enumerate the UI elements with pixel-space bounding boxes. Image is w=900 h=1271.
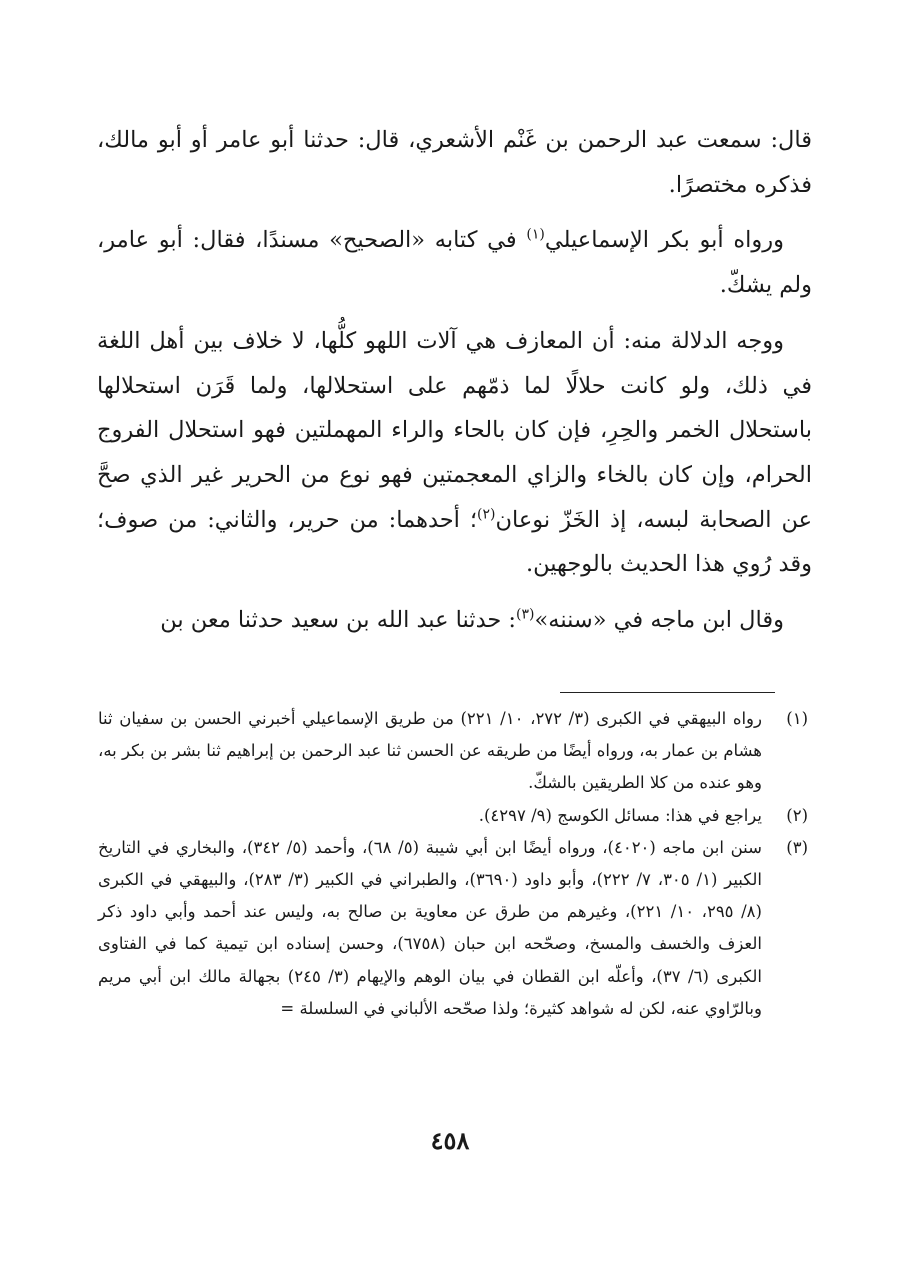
footnote-text: رواه البيهقي في الكبرى (٣/ ٢٧٢، ١٠/ ٢٢١) من طريق الإسماعيلي أخبرني الحسن بن سفيان ثنا هشام بن عمار به، ورواه أيضًا من طريقه عن الحسن ثنا عبد الرحمن بن إبراهيم ثنا بشر بن بكر به، وهو عنده من كلا الطريقين بالشكّ. xyxy=(98,709,762,793)
footnote-number: (١) xyxy=(786,709,808,728)
footnote-item xyxy=(98,832,808,1025)
footnote-number: (٣) xyxy=(786,837,808,857)
paragraph-1-text: قال: سمعت عبد الرحمن بن غَنْم الأشعري، قال: حدثنا أبو عامر أو أبو مالك، فذكره مختصرًا. xyxy=(97,127,812,198)
footnote-text: سنن ابن ماجه (٤٠٢٠)، ورواه أيضًا ابن أبي شيبة (٥/ ٦٨)، وأحمد (٥/ ٣٤٢)، والبخاري في التاريخ الكبير (١/ ٣٠٥، ٧/ ٢٢٢)، وأبو داود (٣٦٩٠)، والطبراني في الكبير (٣/ ٢٨٣)، والبيهقي في الكبرى (٨/ ٢٩٥، ١٠/ ٢٢١)، وغيرهم من طرق عن معاوية بن صالح به، وليس عند أحمد وأبي داود ذكر العزف والخسف والمسخ، وصحّحه ابن حبان (٦٧٥٨)، وحسن إسناده ابن تيمية كما في الفتاوى الكبرى (٦/ ٣٧)، وأعلّه ابن القطان في بيان الوهم والإيهام (٣/ ٢٤٥) بجهالة مالك ابن أبي مريم وبالرّاوي عنه، لكن له شواهد كثيرة؛ ولذا صحّحه الألباني في السلسلة = xyxy=(98,837,763,1018)
paragraph-3-text-b: ؛ أحدهما: من حرير، والثاني: من صوف؛ وقد رُوي هذا الحديث بالوجهين. xyxy=(97,506,812,578)
paragraph-4-text-a: وقال ابن ماجه في «سننه» xyxy=(534,607,784,634)
footnote-ref-3: (٣) xyxy=(516,606,535,623)
footnote-item xyxy=(98,800,808,832)
paragraph-2-text-a: ورواه أبو بكر الإسماعيلي xyxy=(544,227,784,254)
footnote-ref-1: (١) xyxy=(526,226,545,243)
main-text xyxy=(97,118,812,654)
paragraph-2-text-b: في كتابه «الصحيح» مسندًا، فقال: أبو عامر، ولم يشكّ. xyxy=(97,227,812,299)
paragraph-3-text-a: ووجه الدلالة منه: أن المعازف هي آلات اللهو كلُّها، لا خلاف بين أهل اللغة في ذلك، ولو كانت حلالًا لما ذمّهم على استحلالها، ولما قَرَن استحلالها باستحلال الخمر والحِرِ، فإن كان بالحاء والراء المهملتين فهو استحلال الفروج الحرام، وإن كان بالخاء والزاي المعجمتين فهو نوع من الحرير غير الذي صحَّ عن الصحابة لبسه، إذ الخَزّ نوعان xyxy=(97,327,812,533)
page-number: ٤٥٨ xyxy=(430,1126,470,1155)
paragraph-4 xyxy=(97,598,812,643)
footnote-number: (٢) xyxy=(786,805,808,825)
paragraph-3 xyxy=(97,319,812,587)
footnote-item xyxy=(98,703,808,800)
paragraph-4-text-b: : حدثنا عبد الله بن سعيد حدثنا معن بن xyxy=(160,607,517,634)
footnote-divider xyxy=(560,692,775,693)
paragraph-1 xyxy=(97,118,812,207)
paragraph-2 xyxy=(97,218,812,307)
footnote-text: يراجع في هذا: مسائل الكوسج (٩/ ٤٢٩٧). xyxy=(478,805,762,825)
footnotes xyxy=(98,703,808,1025)
footnote-ref-2: (٢) xyxy=(477,506,496,523)
